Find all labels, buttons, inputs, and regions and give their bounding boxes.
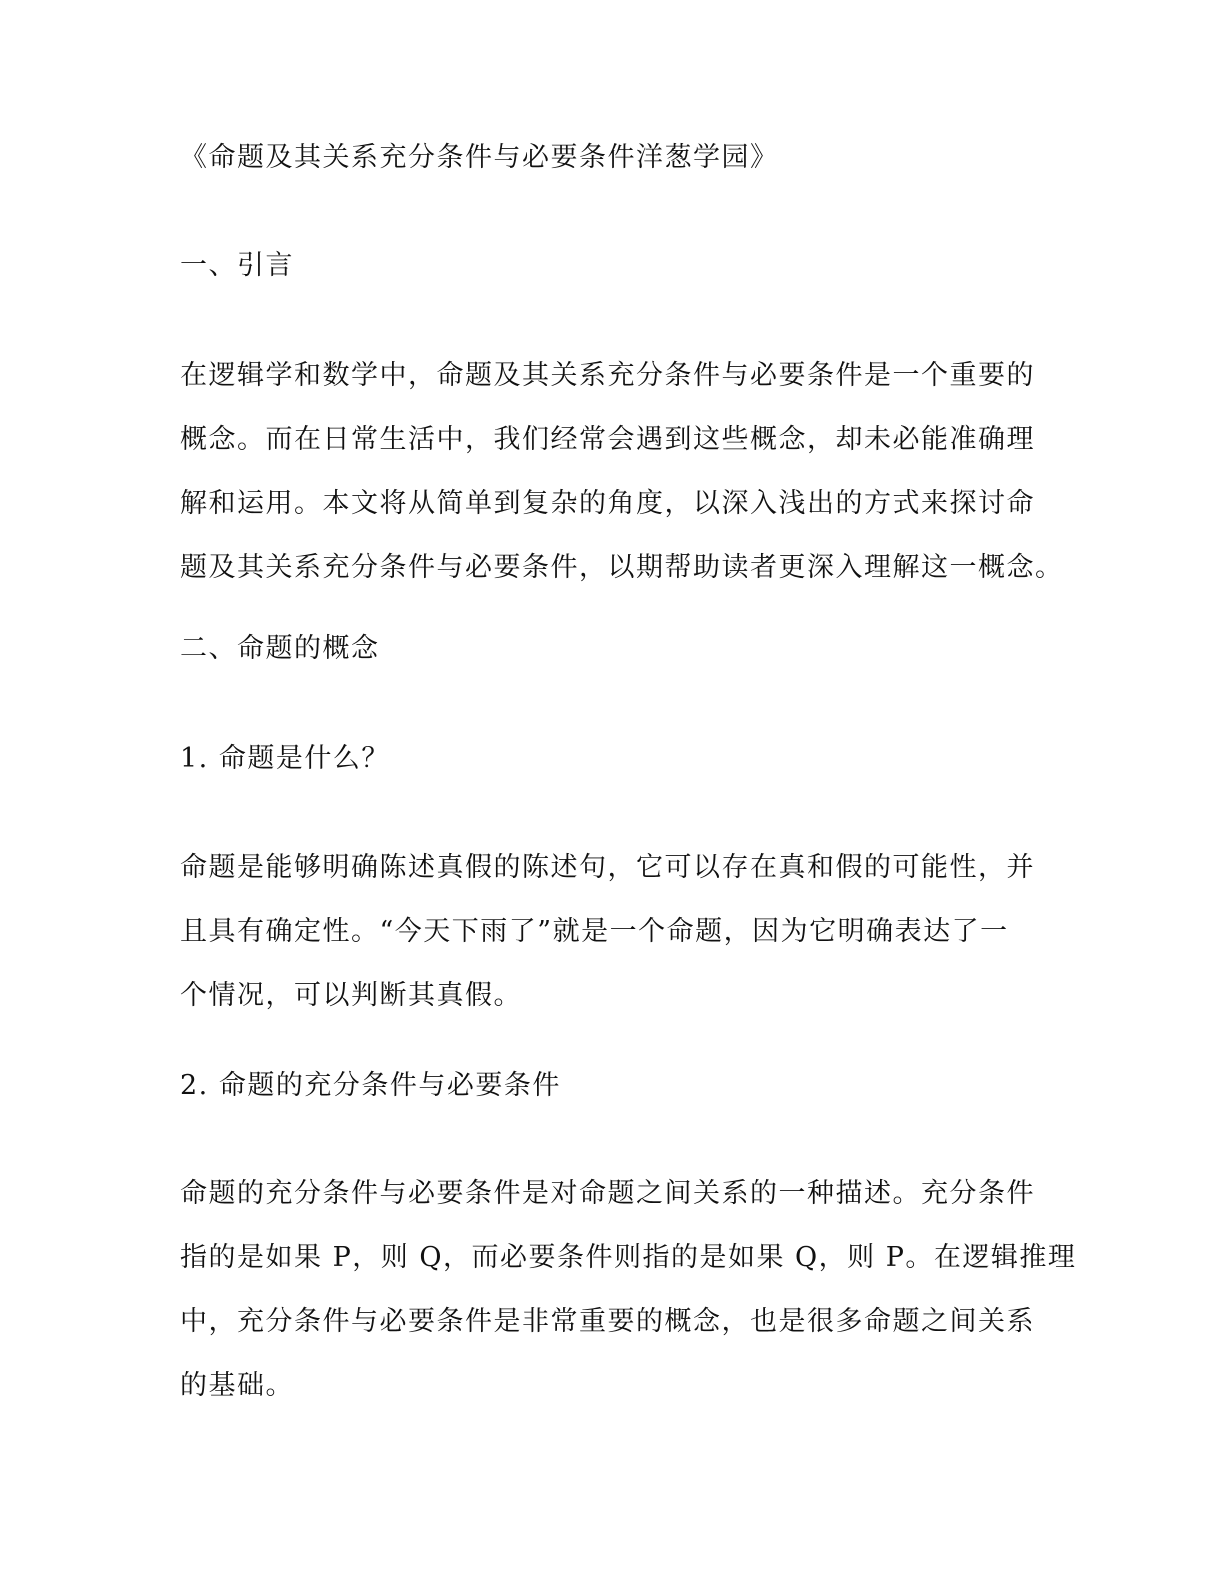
paragraph-line: 命题是能够明确陈述真假的陈述句，它可以存在真和假的可能性，并: [180, 852, 1035, 883]
paragraph-line: 个情况，可以判断其真假。: [180, 980, 522, 1011]
subsection-heading-what-is-proposition: 1. 命题是什么？: [180, 743, 390, 774]
paragraph-line: 的基础。: [180, 1370, 294, 1401]
paragraph-line: 解和运用。本文将从简单到复杂的角度，以深入浅出的方式来探讨命: [180, 488, 1035, 519]
proposition-definition-paragraph: [180, 836, 1035, 1028]
conditions-paragraph: [180, 1162, 1076, 1418]
paragraph-line: 在逻辑学和数学中，命题及其关系充分条件与必要条件是一个重要的: [180, 360, 1035, 391]
paragraph-line: 指的是如果 P，则 Q，而必要条件则指的是如果 Q，则 P。在逻辑推理: [180, 1242, 1077, 1273]
introduction-paragraph: [180, 344, 1064, 600]
section-heading-concept: 二、命题的概念: [180, 633, 380, 664]
section-heading-introduction: 一、引言: [180, 250, 294, 281]
paragraph-line: 题及其关系充分条件与必要条件，以期帮助读者更深入理解这一概念。: [180, 552, 1064, 583]
paragraph-line: 中，充分条件与必要条件是非常重要的概念，也是很多命题之间关系: [180, 1306, 1035, 1337]
paragraph-line: 概念。而在日常生活中，我们经常会遇到这些概念，却未必能准确理: [180, 424, 1035, 455]
subsection-heading-conditions: 2. 命题的充分条件与必要条件: [180, 1070, 561, 1101]
paragraph-line: 且具有确定性。“今天下雨了”就是一个命题，因为它明确表达了一: [180, 916, 1009, 947]
document-title: 《命题及其关系充分条件与必要条件洋葱学园》: [180, 142, 779, 173]
paragraph-line: 命题的充分条件与必要条件是对命题之间关系的一种描述。充分条件: [180, 1178, 1035, 1209]
